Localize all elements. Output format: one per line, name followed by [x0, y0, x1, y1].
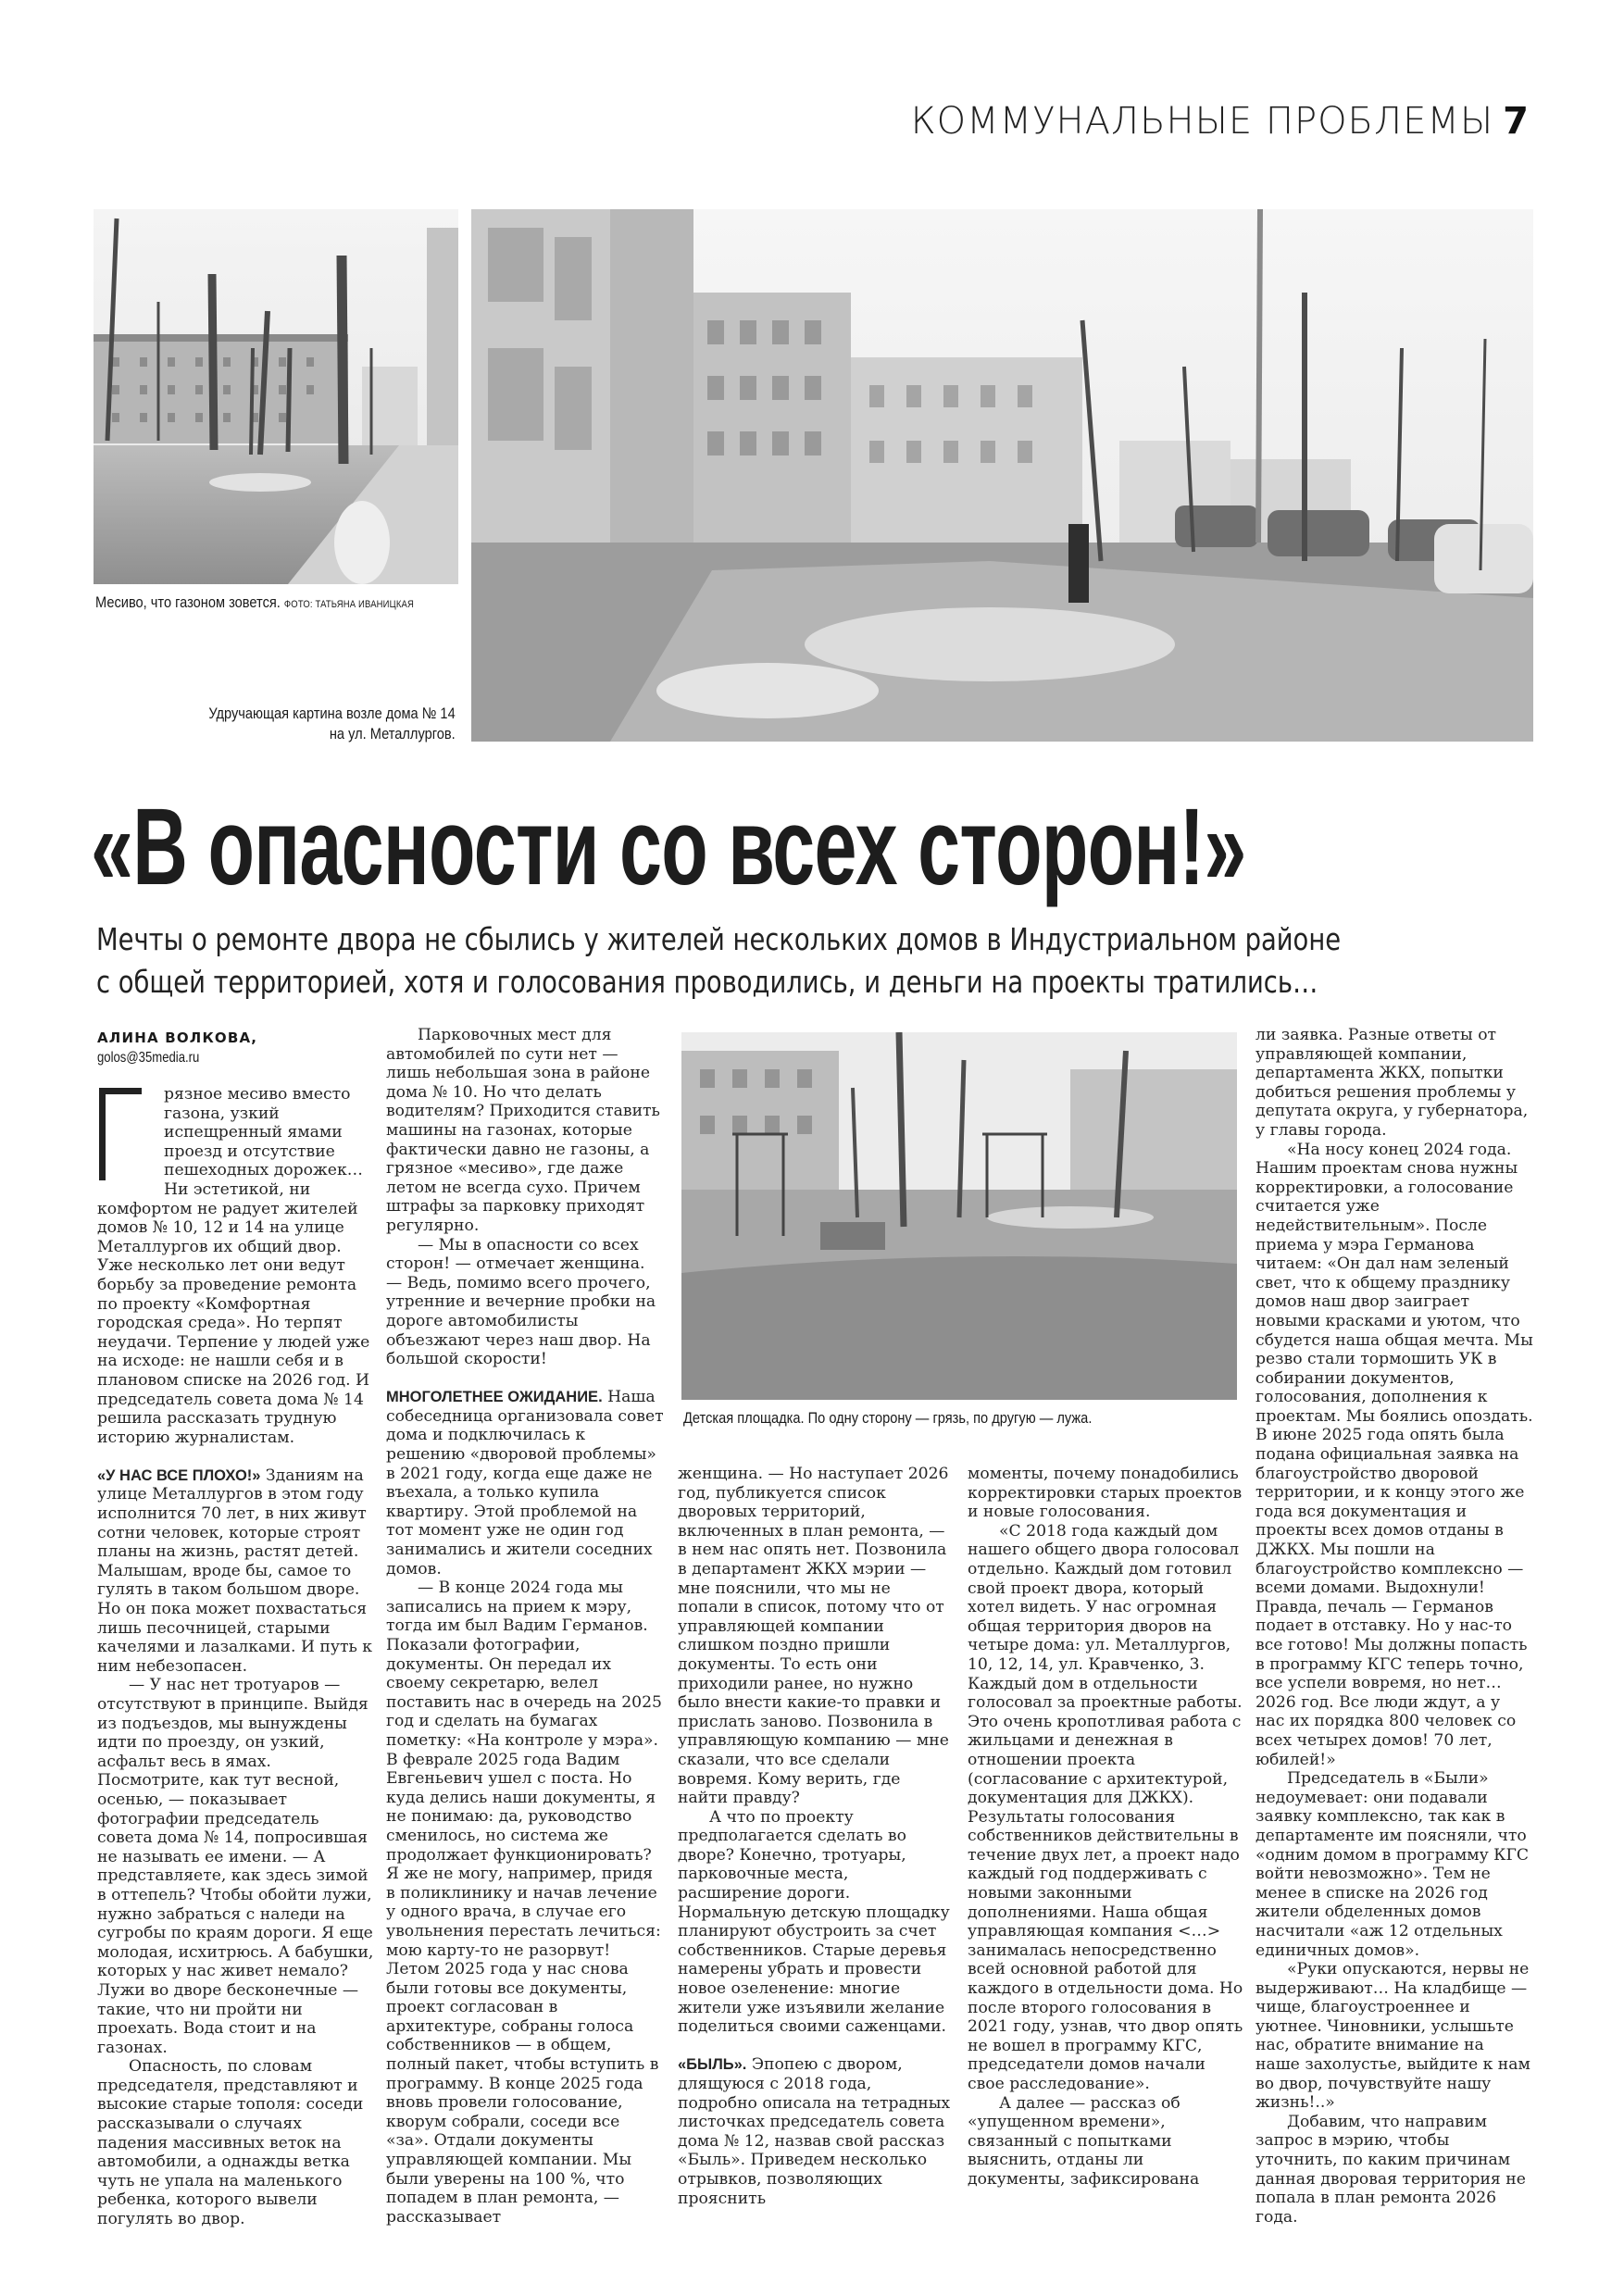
article-column-2: [386, 1026, 664, 2227]
author-email[interactable]: golos@35media.ru: [97, 1050, 200, 1066]
section-subhead: МНОГОЛЕТНЕЕ ОЖИДАНИЕ.: [386, 1389, 603, 1406]
photo-muddy-lawn: [94, 209, 458, 584]
paragraph: «Руки опускаются, нервы не выдерживают… На кладбище — чище, благоустроеннее и уютнее. Чиновники, услышьте нас, обратите внимание на наше захолустье, выйдите к нам во двор, почувствуйте нашу жизнь!..»: [1255, 1960, 1530, 2113]
paragraph: ли заявка. Разные ответы от управляющей компании, департамента ЖКХ, попытки добиться решения проблемы у депутата округа, у губернатора, у главы города.: [1255, 1026, 1529, 1140]
article-column-5: [1255, 1026, 1533, 2227]
paragraph: «БЫЛЬ». Эпопею с двором, длящуюся с 2018 года, подробно описала на тетрадных листочках председатель совета дома № 12, назвав свой рассказ «Быль». Приведем несколько отрывков, позволяющих прояснить: [678, 2055, 951, 2208]
paragraph: МНОГОЛЕТНЕЕ ОЖИДАНИЕ. Наша собеседница организовала совет дома и подключилась к решению «дворовой проблемы» в 2021 году, когда еще даже не въехала, а только купила квартиру. Этой проблемой на тот момент уже не один год занимались и жители соседних домов.: [386, 1388, 664, 1578]
paragraph: моменты, почему понадобились корректировки старых проектов и новые голосования.: [968, 1465, 1243, 1522]
paragraph: А что по проекту предполагается сделать во дворе? Конечно, тротуары, парковочные места, расширение дороги. Нормальную детскую площадку планируют обустроить за счет собственников. Старые деревья намерены убрать и провести новое озеленение: многие жители уже изъявили желание поделиться своими саженцами.: [678, 1807, 950, 2037]
paragraph: Опасность, по словам председателя, представляют и высокие старые тополя: соседи рассказывали о случаях падения массивных веток на автомобили, а однажды ветка чуть не упала на маленького ребенка, которого вывели погулять во двор.: [97, 2057, 364, 2229]
paragraph: Парковочных мест для автомобилей по сути нет — лишь небольшая зона в районе дома № 10. Но что делать водителям? Приходится ставить машины на газонах, которые фактически давно не газоны, а грязное «месиво», где даже летом не всегда сухо. Причем штрафы за парковку приходят регулярно.: [386, 1026, 660, 1235]
paragraph: — Мы в опасности со всех сторон! — отмечает женщина. — Ведь, помимо всего прочего, утренние и вечерние пробки на дороге автомобилисты объезжают через наш двор. На большой скорости!: [386, 1235, 656, 1369]
paragraph: — У нас нет тротуаров — отсутствуют в принципе. Выйдя из подъездов, мы вынуждены идти по проезду, он узкий, асфальт весь в ямах. Посмотрите, как тут весной, осенью, — показывает фотографии председатель совета дома № 14, попросившая не называть ее имени. — А представляете, как здесь зимой в оттепель? Чтобы обойти лужи, нужно забраться с наледи на сугробы по краям дороги. Я еще молодая, исхитрюсь. А бабушки, которых у нас живет немало? Лужи во дворе бесконечные — такие, что ни пройти ни проехать. Вода стоит и на газонах.: [97, 1676, 374, 2057]
article-lede: [96, 918, 1480, 1004]
article-headline: «В опасности со всех сторон!»: [91, 786, 1246, 908]
lede-line-2: с общей территорией, хотя и голосования проводились, и деньги на проекты тратились…: [96, 964, 1318, 1000]
caption-text: Месиво, что газоном зовется.: [95, 593, 281, 611]
lawn-photo-image: [94, 209, 458, 584]
section-subhead: «БЫЛЬ».: [678, 2056, 747, 2074]
rubric-title: КОММУНАЛЬНЫЕ ПРОБЛЕМЫ: [910, 100, 1494, 143]
caption-line-2: на ул. Металлургов.: [330, 725, 456, 742]
paragraph: Председатель в «Были» недоумевает: они подавали заявку комплексно, так как в департаменте им поясняли, что «одним домом в программу КГС войти невозможно». Тем не менее в списке на 2026 год жители обделенных домов насчитали «аж 12 отдельных единичных домов».: [1255, 1769, 1530, 1960]
paragraph: «С 2018 года каждый дом нашего общего двора голосовал отдельно. Каждый дом готовил свой проект двора, который хотел видеть. У нас огромная общая территория дворов на четыре дома: ул. Металлургов, 10, 12, 14, ул. Кравченко, 3. Каждый дом в отдельности голосовал за проектные работы. Это очень кропотливая работа с жильцами и денежная в отношении проекта (согласование с архитектурой, документация для ДЖКХ). Результаты голосования собственников действительны в течение двух лет, а проект надо каждый год поддерживать с новыми законными дополнениями. Наша общая управляющая компания <…> занималась непосредственно всей основной работой для каждого в отдельности дома. Но после второго голосования в 2021 году, узнав, что двор опять не вошел в программу КГС, председатели домов начали свое расследование».: [968, 1521, 1243, 2093]
article-column-3: [678, 1465, 956, 2208]
paragraph: «У НАС ВСЕ ПЛОХО!» Зданиям на улице Металлургов в этом году исполнится 70 лет, в них живут сотни человек, которые строят планы на жизнь, растят детей. Малышам, вроде бы, самое то гулять в таком большом дворе. Но он пока может похвастаться лишь песочницей, старыми качелями и лазалками. И путь к ним небезопасен.: [97, 1466, 373, 1676]
playground-photo-image: [681, 1032, 1237, 1400]
photo-house-14-courtyard: [471, 209, 1533, 742]
photo-playground: [681, 1032, 1237, 1400]
photo-lawn-caption: [95, 593, 414, 612]
paragraph: «На носу конец 2024 года. Нашим проектам снова нужны корректировки, а голосование считается уже недействительным». После приема у мэра Германова читаем: «Он дал нам зеленый свет, что к общему празднику домов наш двор заиграет новыми красками и уютом, что сбудется наша общая мечта. Мы резво стали тормошить УК в собирании документов, голосования, дополнения к проектам. Мы боялись опоздать. В июне 2025 года опять была подана официальная заявка на благоустройство дворовой территории, и к концу этого же года вся документация и проекты всех домов отданы в ДЖКХ. Мы пошли на благоустройство комплексно — всеми домами. Выдохнули! Правда, печаль — Германов подает в отставку. Но у нас-то все готово! Мы должны попасть в программу КГС теперь точно, все успели вовремя, но нет… 2026 год. Все люди ждут, а у нас их порядка 800 человек со всех четырех домов! 70 лет, юбилей!»: [1255, 1140, 1533, 1769]
article-column-1: [97, 1085, 375, 2229]
paragraph: рязное месиво вместо газона, узкий испещренный ямами проезд и отсутствие пешеходных дорожек… Ни эстетикой, ни комфортом не радует жителей домов № 10, 12 и 14 на улице Металлургов их общий двор. Уже несколько лет они ведут борьбу за проведение ремонта по проекту «Комфортная городская среда». Но терпят неудачи. Терпение у людей уже на исходе: не нашли себя и в плановом списке на 2026 год. И председатель совета дома № 14 решила рассказать трудную историю журналистам.: [97, 1085, 370, 1447]
paragraph: женщина. — Но наступает 2026 год, публикуется список дворовых территорий, включенных в план ремонта, — в нем нас опять нет. Позвонила в департамент ЖКХ мэрии — мне пояснили, что мы не попали в список, потому что от управляющей компании слишком поздно пришли документы. То есть они приходили ранее, но нужно было внести какие-то правки и прислать заново. Позвонила в управляющую компанию — мне сказали, что все сделали вовремя. Кому верить, где найти правду?: [678, 1465, 949, 1808]
photo-credit: ФОТО: ТАТЬЯНА ИВАНИЦКАЯ: [283, 599, 414, 610]
article-column-4: [968, 1465, 1245, 2190]
lede-line-1: Мечты о ремонте двора не сбылись у жителей нескольких домов в Индустриальном районе: [96, 921, 1342, 957]
photo-playground-caption: Детская площадка. По одну сторону — грязь, по другую — лужа.: [683, 1409, 1093, 1427]
caption-line-1: Удручающая картина возле дома № 14: [208, 705, 456, 722]
paragraph: — В конце 2024 года мы записались на прием к мэру, тогда им был Вадим Германов. Показали фотографии, документы. Он передал их своему секретарю, велел поставить нас в очередь на 2025 год и сделать на бумагах пометку: «На контроле у мэра». В феврале 2025 года Вадим Евгеньевич ушел с поста. Но куда делись наши документы, я не понимаю: да, руководство сменилось, но система же продолжает функционировать? Я же не могу, например, придя в поликлинику и начав лечение у одного врача, в случае его увольнения перестать лечиться: мою карту-то не разорвут! Летом 2025 года у нас снова были готовы все документы, проект согласован в архитектуре, собраны голоса собственников — в общем, полный пакет, чтобы вступить в программу. В конце 2025 года вновь провели голосование, кворум собрали, соседи все «за». Отдали документы управляющей компании. Мы были уверены на 100 %, что попадем в план ремонта, — рассказывает: [386, 1578, 662, 2227]
section-subhead: «У НАС ВСЕ ПЛОХО!»: [97, 1466, 261, 1484]
author-name: АЛИНА ВОЛКОВА,: [97, 1029, 258, 1046]
paragraph: А далее — рассказ об «упущенном времени», связанный с попытками выяснить, отданы ли документы, зафиксирована: [968, 2093, 1200, 2189]
paragraph: Добавим, что направим запрос в мэрию, чтобы уточнить, по каким причинам данная дворовая территория не попала в план ремонта 2026 года.: [1255, 2112, 1526, 2227]
dropcap-letter-g: [97, 1088, 156, 1180]
courtyard-photo-image: [471, 209, 1533, 742]
photo-house-14-caption: [209, 704, 456, 744]
page-number: 7: [1503, 100, 1530, 143]
section-rubric: [911, 100, 1530, 143]
